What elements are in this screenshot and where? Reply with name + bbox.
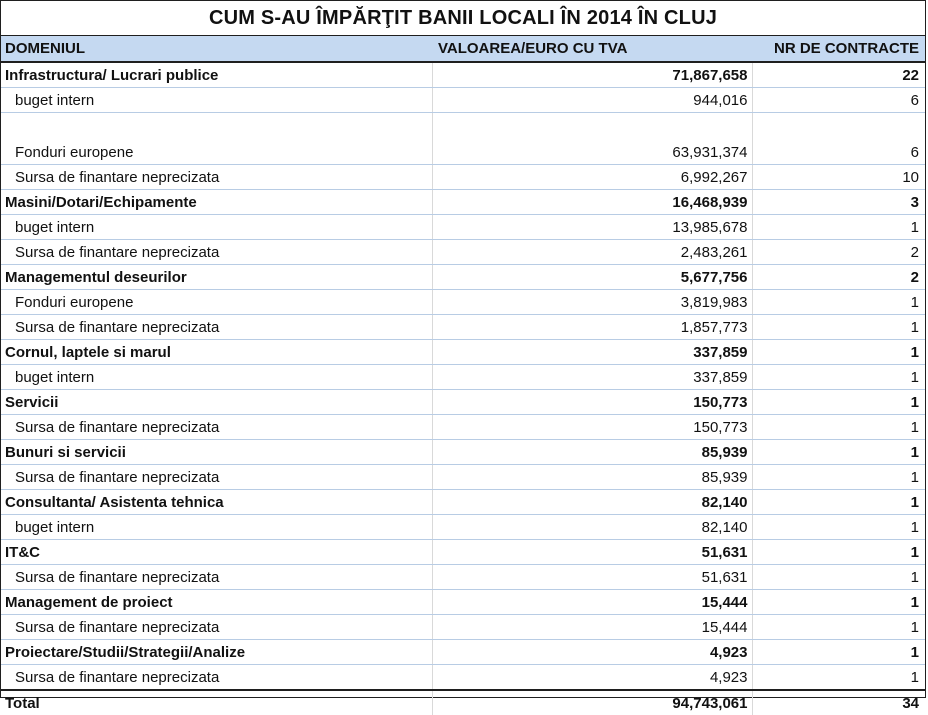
row-count: 1 [752,340,925,365]
row-name: Servicii [1,390,432,415]
row-name: Sursa de finantare neprecizata [1,615,432,640]
subcategory-row [1,315,925,340]
row-value: 150,773 [432,390,752,415]
row-value: 51,631 [432,565,752,590]
row-count: 1 [752,665,925,691]
row-name: Managementul deseurilor [1,265,432,290]
subcategory-row [1,290,925,315]
row-name: buget intern [1,215,432,240]
row-value: 51,631 [432,540,752,565]
row-count: 2 [752,240,925,265]
row-count: 22 [752,62,925,88]
subcategory-row [1,515,925,540]
total-row [1,690,925,715]
row-count: 1 [752,290,925,315]
row-count: 1 [752,490,925,515]
row-count: 1 [752,615,925,640]
row-value: 150,773 [432,415,752,440]
row-count: 1 [752,540,925,565]
row-count: 1 [752,640,925,665]
row-value: 71,867,658 [432,62,752,88]
category-row [1,640,925,665]
header-domain: DOMENIUL [1,36,432,63]
category-row [1,390,925,415]
row-count: 3 [752,190,925,215]
row-value: 4,923 [432,640,752,665]
row-value: 5,677,756 [432,265,752,290]
subcategory-row [1,165,925,190]
row-count: 1 [752,215,925,240]
row-count: 6 [752,113,925,165]
row-name: buget intern [1,515,432,540]
row-count: 1 [752,515,925,540]
row-value: 944,016 [432,88,752,113]
row-name: Infrastructura/ Lucrari publice [1,62,432,88]
row-value: 2,483,261 [432,240,752,265]
row-name: IT&C [1,540,432,565]
row-value: 4,923 [432,665,752,691]
row-name: buget intern [1,88,432,113]
subcategory-row [1,365,925,390]
row-value: 6,992,267 [432,165,752,190]
total-label: Total [1,690,432,715]
subcategory-row [1,565,925,590]
row-value: 337,859 [432,365,752,390]
row-name: Fonduri europene [1,290,432,315]
row-name: Management de proiect [1,590,432,615]
row-name: Sursa de finantare neprecizata [1,465,432,490]
row-name: Fonduri europene [1,113,432,165]
subcategory-row [1,465,925,490]
table-body [1,62,925,690]
subcategory-row [1,88,925,113]
row-count: 1 [752,315,925,340]
header-count: NR DE CONTRACTE [752,36,925,63]
row-name: Proiectare/Studii/Strategii/Analize [1,640,432,665]
category-row [1,265,925,290]
row-value: 3,819,983 [432,290,752,315]
row-name: Sursa de finantare neprecizata [1,240,432,265]
category-row [1,62,925,88]
category-row [1,190,925,215]
row-name: Sursa de finantare neprecizata [1,565,432,590]
total-count: 34 [752,690,925,715]
row-value: 15,444 [432,590,752,615]
row-count: 10 [752,165,925,190]
subcategory-row [1,240,925,265]
subcategory-row [1,615,925,640]
header-row [1,36,925,63]
category-row [1,440,925,465]
subcategory-row [1,415,925,440]
row-value: 85,939 [432,465,752,490]
category-row [1,340,925,365]
category-row [1,490,925,515]
row-value: 13,985,678 [432,215,752,240]
subcategory-row [1,113,925,165]
row-count: 1 [752,365,925,390]
row-name: Masini/Dotari/Echipamente [1,190,432,215]
row-value: 15,444 [432,615,752,640]
row-count: 1 [752,440,925,465]
category-row [1,590,925,615]
row-count: 1 [752,415,925,440]
sheet-title: CUM S-AU ÎMPĂRŢIT BANII LOCALI ÎN 2014 ÎN CLUJ [208,7,718,29]
row-name: Sursa de finantare neprecizata [1,165,432,190]
row-name: Sursa de finantare neprecizata [1,415,432,440]
row-value: 82,140 [432,515,752,540]
total-value: 94,743,061 [432,690,752,715]
row-count: 1 [752,390,925,415]
row-value: 85,939 [432,440,752,465]
row-count: 1 [752,565,925,590]
row-count: 2 [752,265,925,290]
funds-table [1,35,925,715]
subcategory-row [1,215,925,240]
row-value: 63,931,374 [432,113,752,165]
row-name: Bunuri si servicii [1,440,432,465]
row-name: Cornul, laptele si marul [1,340,432,365]
row-value: 16,468,939 [432,190,752,215]
row-value: 337,859 [432,340,752,365]
row-name: Sursa de finantare neprecizata [1,315,432,340]
header-value: VALOAREA/EURO CU TVA [432,36,752,63]
row-count: 1 [752,590,925,615]
category-row [1,540,925,565]
row-name: Consultanta/ Asistenta tehnica [1,490,432,515]
row-value: 1,857,773 [432,315,752,340]
row-count: 1 [752,465,925,490]
row-name: Sursa de finantare neprecizata [1,665,432,691]
row-name: buget intern [1,365,432,390]
row-value: 82,140 [432,490,752,515]
subcategory-row [1,665,925,691]
row-count: 6 [752,88,925,113]
